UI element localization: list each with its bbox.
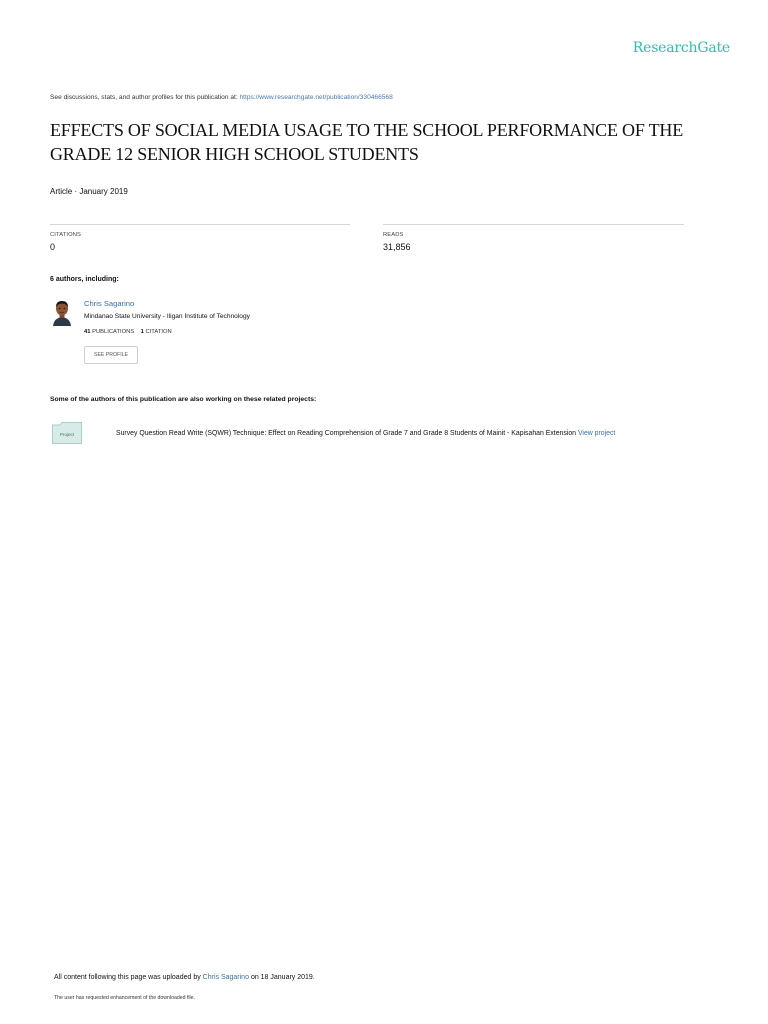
avatar-photo-icon xyxy=(50,298,74,326)
project-entry xyxy=(116,430,615,437)
author-publications-label: PUBLICATIONS xyxy=(92,329,135,335)
researchgate-logo[interactable]: ResearchGate xyxy=(632,40,730,56)
author-avatar[interactable] xyxy=(50,298,74,326)
project-icon xyxy=(52,422,82,444)
citations-divider xyxy=(50,224,350,225)
enhancement-note: The user has requested enhancement of the downloaded file. xyxy=(54,995,196,1001)
discussion-text: See discussions, stats, and author profiles for this publication at: xyxy=(50,94,238,101)
upload-suffix: on 18 January 2019. xyxy=(250,974,315,981)
reads-divider xyxy=(383,224,684,225)
discussion-line xyxy=(50,94,393,101)
author-citations-count: 1 xyxy=(140,329,144,335)
article-title xyxy=(50,118,740,166)
see-profile-button[interactable]: SEE PROFILE xyxy=(84,346,138,364)
author-publications-count: 41 xyxy=(84,329,91,335)
publication-url-link[interactable]: https://www.researchgate.net/publication/330466568 xyxy=(239,94,393,101)
reads-label: READS xyxy=(383,232,404,238)
author-stats xyxy=(84,329,172,335)
author-citations-label: CITATION xyxy=(145,329,172,335)
view-project-link[interactable]: View project xyxy=(577,430,616,437)
article-title-line-2: GRADE 12 SENIOR HIGH SCHOOL STUDENTS xyxy=(50,144,419,164)
project-icon-label: Project xyxy=(59,432,74,437)
project-title: Survey Question Read Write (SQWR) Technique: Effect on Reading Comprehension of Grade 7 and Grade 8 Students of Mainit - Kapisahan Extension xyxy=(116,430,577,437)
citations-label: CITATIONS xyxy=(50,232,81,238)
upload-notice xyxy=(54,974,315,981)
article-type-date: Article · January 2019 xyxy=(50,187,128,196)
author-affiliation: Mindanao State University - Iligan Institute of Technology xyxy=(84,313,250,320)
upload-prefix: All content following this page was uploaded by xyxy=(54,974,201,981)
reads-value: 31,856 xyxy=(383,242,411,252)
article-title-line-1: EFFECTS OF SOCIAL MEDIA USAGE TO THE SCHOOL PERFORMANCE OF THE xyxy=(50,120,684,140)
uploader-link[interactable]: Chris Sagarino xyxy=(202,974,249,981)
related-projects-heading: Some of the authors of this publication are also working on these related projects: xyxy=(50,396,317,403)
author-name-link[interactable]: Chris Sagarino xyxy=(84,299,135,308)
authors-heading: 6 authors, including: xyxy=(50,276,119,283)
citations-value: 0 xyxy=(50,242,56,252)
